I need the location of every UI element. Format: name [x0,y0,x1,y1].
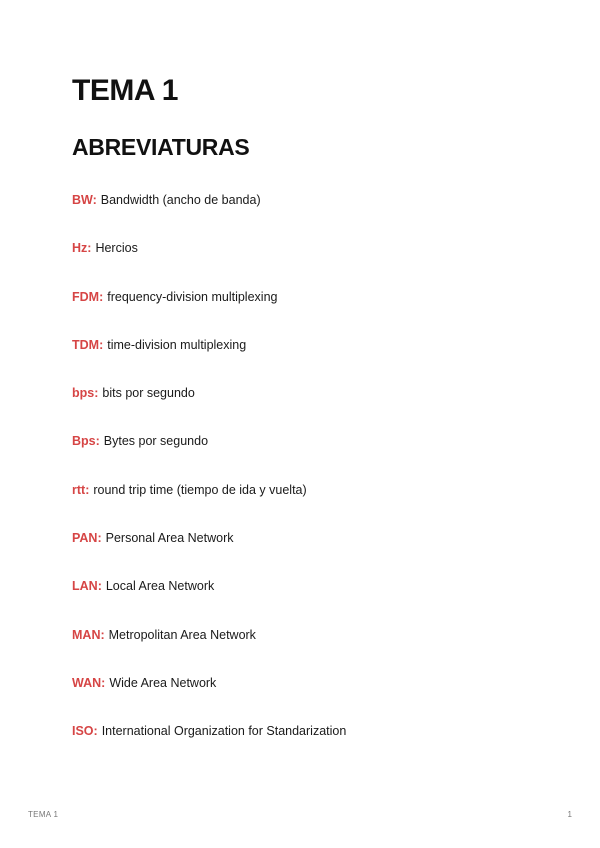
abbreviation-item [72,721,346,769]
abbreviation-item [72,528,346,576]
section-heading: ABREVIATURAS [72,134,250,160]
abbreviation-item [72,480,346,528]
abbreviation-definition: Bytes por segundo [103,434,209,449]
abbreviation-key: LAN: [72,579,102,594]
abbreviation-key: bps: [72,386,99,401]
abbreviation-key: FDM: [72,289,104,304]
abbreviation-definition: Local Area Network [105,579,215,594]
abbreviation-definition: frequency-division multiplexing [107,289,278,304]
abbreviation-definition: Wide Area Network [109,675,217,690]
abbreviation-definition: Hercios [95,241,138,256]
abbreviation-item [72,190,346,238]
abbreviation-definition: round trip time (tiempo de ida y vuelta) [93,482,307,497]
page-title: TEMA 1 [72,74,178,107]
footer-document-title: TEMA 1 [28,810,59,819]
abbreviation-item [72,625,346,673]
abbreviation-item [72,238,346,286]
abbreviation-key: MAN: [72,627,105,642]
abbreviation-item [72,383,346,431]
abbreviation-key: BW: [72,193,97,207]
abbreviation-key: TDM: [72,337,104,352]
abbreviation-definition: time-division multiplexing [107,337,247,352]
abbreviation-key: WAN: [72,675,106,690]
abbreviation-item [72,673,346,721]
abbreviation-item [72,431,346,479]
abbreviation-item [72,576,346,624]
abbreviation-list [72,190,346,770]
abbreviation-item [72,335,346,383]
abbreviation-key: PAN: [72,531,102,546]
abbreviation-item [72,287,346,335]
footer-page-number: 1 [567,810,572,819]
abbreviation-key: Hz: [72,241,92,256]
abbreviation-definition: bits por segundo [102,386,195,401]
abbreviation-key: Bps: [72,434,100,449]
abbreviation-definition: International Organization for Standarization [101,724,347,739]
abbreviation-definition: Personal Area Network [105,531,234,546]
abbreviation-definition: Bandwidth (ancho de banda) [100,193,261,207]
abbreviation-key: ISO: [72,724,98,739]
abbreviation-definition: Metropolitan Area Network [108,627,256,642]
abbreviation-key: rtt: [72,482,90,497]
